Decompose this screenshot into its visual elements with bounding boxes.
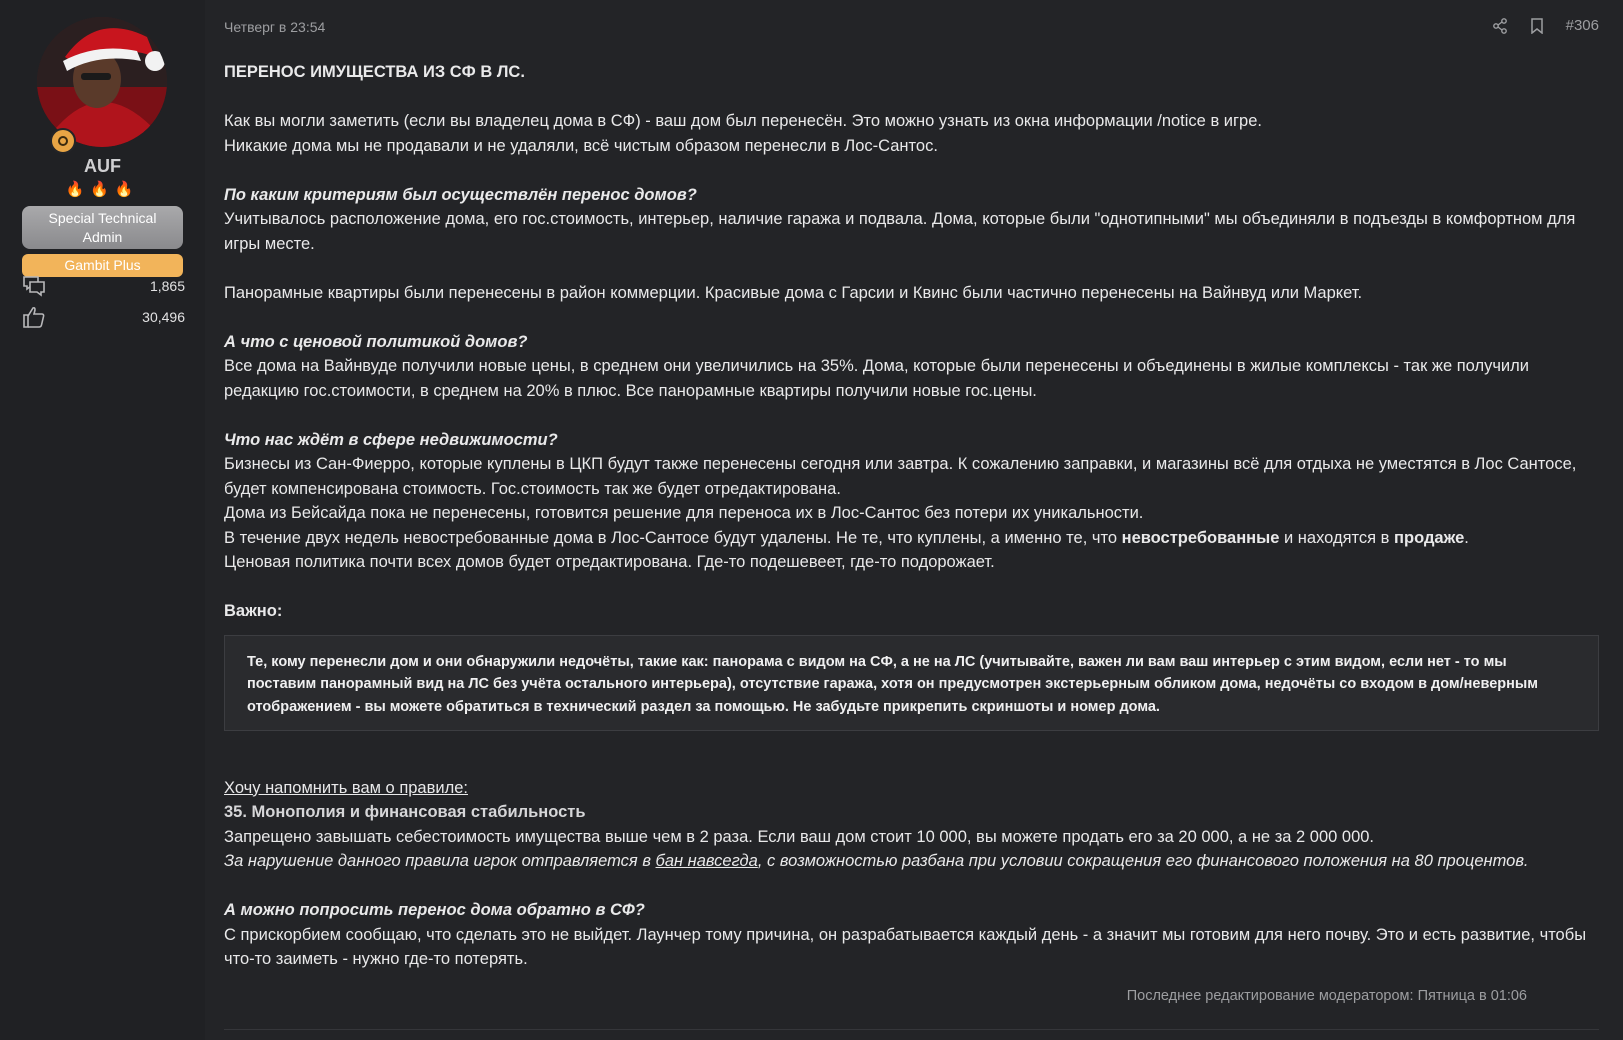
- reputation-icons: 🔥🔥🔥: [65, 181, 140, 198]
- username[interactable]: AUF: [84, 156, 121, 176]
- user-sidebar: [0, 0, 205, 1040]
- post-date[interactable]: Четверг в 23:54: [224, 19, 326, 35]
- answer-future-3: В течение двух недель невостребованные дома в Лос-Сантосе будут удалены. Не те, что куплены, а именно те, что невостребованные и находятся в продаже.: [224, 528, 1469, 547]
- answer-criteria: Учитывалось расположение дома, его гос.стоимость, интерьер, наличие гаража и подвала. Дома, которые были "однотипными" мы объединяли в подъезды в комфортном для игры месте.: [224, 210, 1576, 253]
- messages-count: 1,865: [149, 278, 185, 294]
- post-actions: [1492, 17, 1599, 34]
- bold-sale: продаже: [1394, 528, 1465, 547]
- medal-icon[interactable]: [50, 128, 76, 154]
- bookmark-icon[interactable]: [1530, 18, 1544, 34]
- question-criteria: По каким критериям был осуществлён перенос домов?: [224, 185, 697, 204]
- important-quote: Те, кому перенесли дом и они обнаружили недочёты, такие как: панорама с видом на СФ, а не на ЛС (учитывайте, важен ли вам ваш интерьер с этим видом, если нет - то мы поставим панорамный вид на ЛС без учёта остального интерьера), отсутствие гаража, хотя он предусмотрен экстерьерным обликом дома, недочёты со входом в дом/неверным отображением - вы можете обратиться в технический раздел за помощью. Не забудьте прикрепить скриншоты и номер дома.: [224, 635, 1599, 732]
- answer-return: С прискорбием сообщаю, что сделать это не выйдет. Лаунчер тому причина, он разрабатывается каждый день - а значит мы готовим для него почву. Это и есть развитие, чтобы что-то заиметь - нужно где-то потерять.: [224, 925, 1587, 968]
- post-body: [224, 60, 1599, 972]
- question-future: Что нас ждёт в сфере недвижимости?: [224, 430, 558, 449]
- messages-stat: [22, 274, 185, 298]
- answer-future-1: Бизнесы из Сан-Фиерро, которые куплены в ЦКП будут также перенесены сегодня или завтра. К сожалению заправки, и магазины всё для отдыха не уместятся в Лос Сантосе, будет компенсирована стоимость. Гос.стоимость так же будет отредактирована.: [224, 455, 1577, 498]
- answer-pricing: Все дома на Вайнвуде получили новые цены, в среднем они увеличились на 35%. Дома, которые были перенесены и объединены в жилые комплексы - так же получили редакцию гос.стоимости, в среднем на 20% в плюс. Все панорамные квартиры получили новые гос.цены.: [224, 357, 1529, 400]
- last-edited-note: Последнее редактирование модератором: Пятница в 01:06: [1126, 988, 1527, 1004]
- rule-penalty: За нарушение данного правила игрок отправляется в бан навсегда, с возможностью разбана при условии сокращения его финансового положения на 80 процентов.: [224, 852, 1529, 870]
- group-banner: Gambit Plus: [22, 254, 183, 277]
- avatar-portrait: [37, 17, 167, 147]
- answer-future-2: Дома из Бейсайда пока не перенесены, готовится решение для переноса их в Лос-Сантос без потери их уникальности.: [224, 504, 1144, 522]
- bold-unclaimed: невостребованные: [1121, 528, 1280, 547]
- important-label: Важно:: [224, 602, 283, 620]
- post-title: ПЕРЕНОС ИМУЩЕСТВА ИЗ СФ В ЛС.: [224, 63, 525, 81]
- avatar[interactable]: [37, 17, 167, 147]
- question-return: А можно попросить перенос дома обратно в СФ?: [224, 901, 645, 919]
- thumbs-up-icon: [22, 305, 46, 329]
- question-pricing: А что с ценовой политикой домов?: [224, 332, 528, 351]
- reactions-stat: [22, 305, 185, 329]
- ban-forever-link[interactable]: бан навсегда: [655, 852, 758, 870]
- role-banner: Special Technical Admin: [22, 206, 183, 249]
- post-number-link[interactable]: #306: [1565, 17, 1599, 34]
- rule-intro: Хочу напомнить вам о правиле:: [224, 778, 468, 797]
- post-divider: [224, 1029, 1599, 1030]
- panorama-paragraph: Панорамные квартиры были перенесены в район коммерции. Красивые дома с Гарсии и Квинс были частично перенесены на Вайнвуд или Маркет.: [224, 283, 1363, 302]
- messages-icon: [22, 274, 46, 298]
- intro-line-2: Никакие дома мы не продавали и не удаляли, всё чистым образом перенесли в Лос-Сантос.: [224, 136, 938, 155]
- rule-text: Запрещено завышать себестоимость имущества выше чем в 2 раза. Если ваш дом стоит 10 000, вы можете продать его за 20 000, а не за 2 000 000.: [224, 827, 1375, 846]
- intro-line-1: Как вы могли заметить (если вы владелец дома в СФ) - ваш дом был перенесён. Это можно узнать из окна информации /notice в игре.: [224, 112, 1262, 130]
- answer-future-4: Ценовая политика почти всех домов будет отредактирована. Где-то подешевеет, где-то подорожает.: [224, 553, 995, 571]
- rule-title: 35. Монополия и финансовая стабильность: [224, 803, 586, 821]
- share-icon[interactable]: [1492, 18, 1508, 34]
- reactions-count: 30,496: [142, 309, 185, 325]
